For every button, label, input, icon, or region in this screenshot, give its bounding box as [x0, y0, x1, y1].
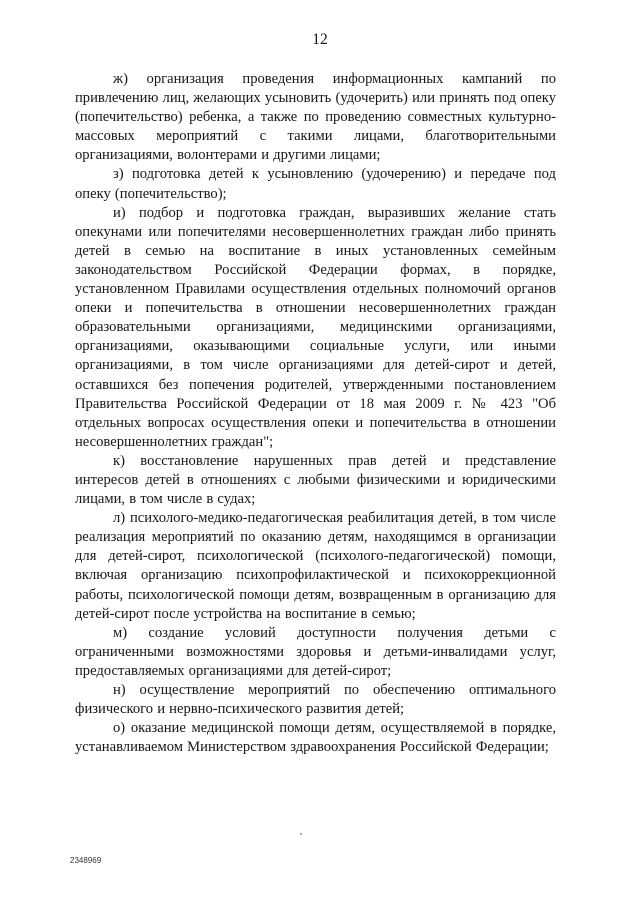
paragraph-k: к) восстановление нарушенных прав детей и представление интересов детей в отношениях с любыми физическими и юридическими лицами, в том числе в судах; — [75, 452, 556, 508]
paragraph-m: м) создание условий доступности получения детьми с ограниченными возможностями здоровья и детьми-инвалидами услуг, предоставляемых организациями для детей-сирот; — [75, 624, 556, 679]
paragraph-i: и) подбор и подготовка граждан, выразивших желание стать опекунами или попечителями несовершеннолетних граждан либо принять детей в семью на воспитание в иных установленных семейным законодательством Российской Федерации формах, в порядке, установленном Правилами осуществления отдельных полномочий органов опеки и попечительства в отношении несовершеннолетних граждан образовательными организациями, медицинскими организациями, организациями, оказывающими социальные услуги, или иными организациями, в том числе организациями для детей-сирот и детей, оставшихся без попечения родителей, утвержденными постановлением Правительства Российской Федерации от 18 мая 2009 г. № 423 "Об отдельных вопросах осуществления опеки и попечительства в отношении несовершеннолетних граждан"; — [75, 204, 556, 450]
paragraph-l: л) психолого-медико-педагогическая реабилитация детей, в том числе реализация мероприятий по оказанию детям, находящимся в организации для детей-сирот, психологической (психолого-педагогической) помощи, включая организацию психопрофилактической и психокоррекционной работы, психологической помощи детям, возвращенным в организацию для детей-сирот после устройства на воспитание в семью; — [75, 510, 556, 622]
paragraph-z: з) подготовка детей к усыновлению (удочерению) и передаче под опеку (попечительство); — [75, 166, 556, 202]
document-code: 2348969 — [70, 856, 102, 865]
paragraph-zh: ж) организация проведения информационных кампаний по привлечению лиц, желающих усыновить (удочерить) или принять под опеку (попечительство) ребенка, а также по проведению совместных культурно-массовых мероприятий с такими лицами, благотворительными организациями, волонтерами и другими лицами; — [75, 71, 556, 164]
page-number: 12 — [312, 31, 328, 48]
document-body — [75, 70, 556, 757]
scan-dot — [300, 833, 302, 835]
paragraph-o: о) оказание медицинской помощи детям, осуществляемой в порядке, устанавливаемом Министерством здравоохранения Российской Федерации; — [75, 720, 556, 756]
paragraph-n: н) осуществление мероприятий по обеспечению оптимального физического и нервно-психического развития детей; — [75, 682, 556, 718]
